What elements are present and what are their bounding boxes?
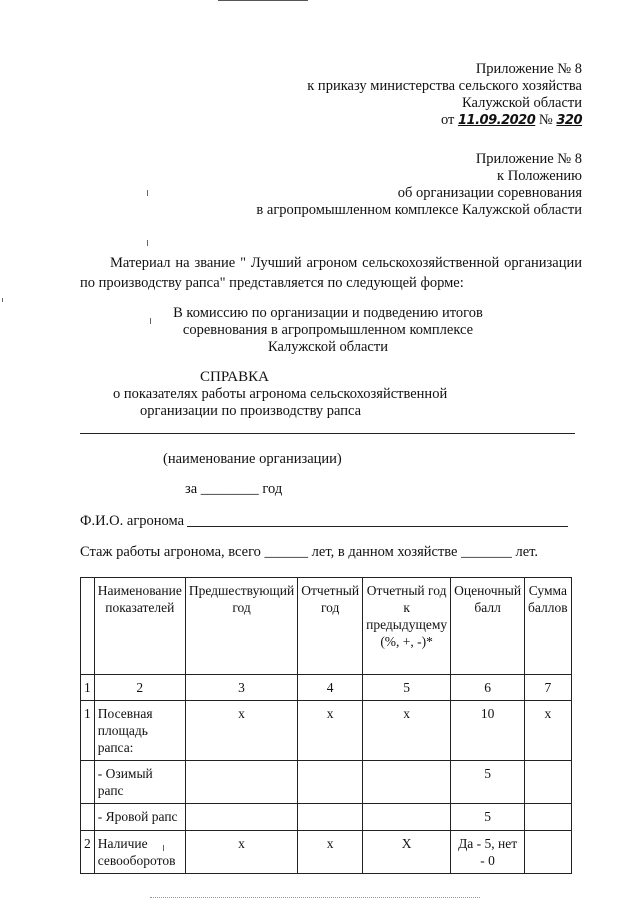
table-cell <box>525 831 572 874</box>
appendix1-line3: Калужской области <box>462 95 582 111</box>
org-name-label: (наименование организации) <box>163 451 342 467</box>
fio-line <box>187 526 568 527</box>
table-row <box>81 761 572 804</box>
table-cell: х <box>298 701 363 761</box>
table-header-cell: Оценочный балл <box>451 578 525 675</box>
handwritten-date: 11.09.2020 <box>458 113 536 128</box>
table-cell: 6 <box>451 675 525 701</box>
year-field <box>185 481 282 498</box>
scan-speck <box>163 845 164 851</box>
table-cell: х <box>185 701 297 761</box>
appendix1-line2: к приказу министерства сельского хозяйства <box>307 78 582 94</box>
table-row <box>81 804 572 831</box>
table-cell: - Озимый рапс <box>94 761 185 804</box>
table-cell <box>81 761 95 804</box>
table-cell <box>363 761 451 804</box>
appendix2-line4: в агропромышленном комплексе Калужской области <box>256 202 582 218</box>
table-header-cell: Предшествующий год <box>185 578 297 675</box>
handwritten-number: 320 <box>556 113 582 128</box>
table-cell: х <box>525 701 572 761</box>
table-cell: 3 <box>185 675 297 701</box>
indicators-table <box>80 577 572 874</box>
year-prefix: за <box>185 481 198 497</box>
document-title: СПРАВКА <box>200 369 269 385</box>
table-cell <box>363 804 451 831</box>
appendix2-line2: к Положению <box>497 168 582 184</box>
experience-line: Стаж работы агронома, всего ______ лет, в данном хозяйстве _______ лет. <box>80 544 539 560</box>
scan-speck <box>147 190 148 196</box>
intro-paragraph: Материал на звание " Лучший агроном сельскохозяйственной организации по производству рапса" представляется по следующей форме: <box>80 255 582 291</box>
fio-label: Ф.И.О. агронома <box>80 513 185 529</box>
table-header-cell: Сумма баллов <box>525 578 572 675</box>
table-row <box>81 831 572 874</box>
table-cell: 4 <box>298 675 363 701</box>
table-cell <box>298 804 363 831</box>
table-header-row <box>81 578 572 675</box>
table-cell: х <box>185 831 297 874</box>
appendix2-line3: об организации соревнования <box>397 185 582 201</box>
appendix1-date-line <box>441 112 582 129</box>
table-cell <box>81 804 95 831</box>
title-line2: о показателях работы агронома сельскохозяйственной <box>113 386 448 402</box>
table-cell: 2 <box>81 831 95 874</box>
year-blank: ________ <box>200 481 259 497</box>
scan-edge-line <box>218 0 308 1</box>
scan-speck <box>147 240 148 246</box>
appendix1-line1: Приложение № 8 <box>475 61 582 77</box>
scan-speck <box>150 318 151 324</box>
table-cell: 1 <box>81 701 95 761</box>
table-cell: 10 <box>451 701 525 761</box>
number-sign: № <box>538 112 553 128</box>
table-cell <box>185 761 297 804</box>
table-cell <box>525 761 572 804</box>
table-cell: 2 <box>94 675 185 701</box>
table-cell: Да - 5, нет - 0 <box>451 831 525 874</box>
scan-bottom-noise <box>150 897 480 901</box>
table-header-cell <box>81 578 95 675</box>
table-cell: 5 <box>451 761 525 804</box>
title-line3: организации по производству рапса <box>140 403 362 419</box>
table-cell: х <box>298 831 363 874</box>
table-cell: Наличие севооборотов <box>94 831 185 874</box>
table-cell: Х <box>363 831 451 874</box>
scan-speck <box>2 298 3 302</box>
date-prefix: от <box>440 112 455 128</box>
table-cell: - Яровой рапс <box>94 804 185 831</box>
table-cell: Посевная площадь рапса: <box>94 701 185 761</box>
table-numbering-row <box>81 675 572 701</box>
table-header-cell: Наименование показателей <box>94 578 185 675</box>
table-row <box>81 701 572 761</box>
table-cell <box>298 761 363 804</box>
table-cell: 1 <box>81 675 95 701</box>
table-cell <box>525 804 572 831</box>
table-cell: х <box>363 701 451 761</box>
table-cell: 5 <box>451 804 525 831</box>
commission-line3: Калужской области <box>268 339 388 355</box>
table-header-cell: Отчетный год <box>298 578 363 675</box>
table-cell: 7 <box>525 675 572 701</box>
appendix2-line1: Приложение № 8 <box>475 151 582 167</box>
commission-line1: В комиссию по организации и подведению итогов <box>173 305 483 321</box>
year-suffix: год <box>262 481 283 497</box>
table-cell <box>185 804 297 831</box>
table-cell: 5 <box>363 675 451 701</box>
table-header-cell: Отчетный год к предыдущему (%, +, -)* <box>363 578 451 675</box>
org-name-line <box>80 433 575 434</box>
commission-line2: соревнования в агропромышленном комплексе <box>182 322 474 338</box>
